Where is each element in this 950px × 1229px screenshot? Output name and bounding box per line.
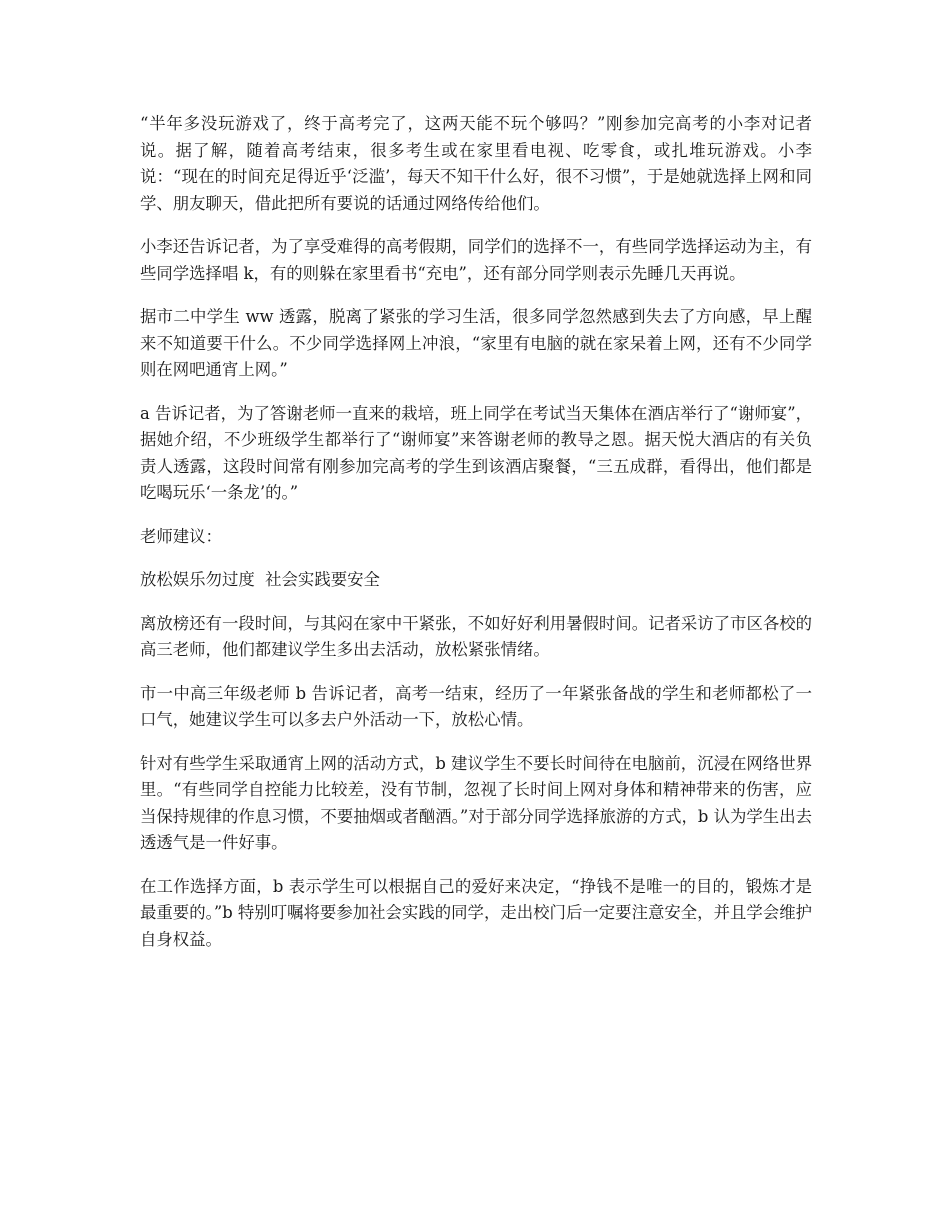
paragraph-5: 离放榜还有一段时间，与其闷在家中干紧张，不如好好利用暑假时间。记者采访了市区各校的高三老师，他们都建议学生多出去活动，放松紧张情绪。	[140, 613, 813, 659]
paragraph-1: “半年多没玩游戏了，终于高考完了，这两天能不玩个够吗？”刚参加完高考的小李对记者说。据了解，随着高考结束，很多考生或在家里看电视、吃零食，或扎堆玩游戏。小李说：“现在的时间充足得近乎‘泛滥’，每天不知干什么好，很不习惯”，于是她就选择上网和同学、朋友聊天，借此把所有要说的话通过网络传给他们。	[140, 114, 812, 213]
paragraph-4: a 告诉记者，为了答谢老师一直来的栽培，班上同学在考试当天集体在酒店举行了“谢师宴”，据她介绍，不少班级学生都举行了“谢师宴”来答谢老师的教导之恩。据天悦大酒店的有关负责人透露，这段时间常有刚参加完高考的学生到该酒店聚餐，“三五成群，看得出，他们都是吃喝玩乐‘一条龙’的。”	[140, 403, 812, 502]
paragraph-3: 据市二中学生 ww 透露，脱离了紧张的学习生活，很多同学忽然感到失去了方向感，早上醒来不知道要干什么。不少同学选择网上冲浪，“家里有电脑的就在家呆着上网，还有不少同学则在网吧通宵上网。”	[140, 307, 812, 379]
section-subheading: 放松娱乐勿过度 社会实践要安全	[140, 570, 380, 589]
paragraph-2: 小李还告诉记者，为了享受难得的高考假期，同学们的选择不一，有些同学选择运动为主，有些同学选择唱 k，有的则躲在家里看书“充电”，还有部分同学则表示先睡几天再说。	[140, 237, 813, 283]
paragraph-6: 市一中高三年级老师 b 告诉记者，高考一结束，经历了一年紧张备战的学生和老师都松了一口气，她建议学生可以多去户外活动一下，放松心情。	[140, 683, 812, 729]
paragraph-7: 针对有些学生采取通宵上网的活动方式，b 建议学生不要长时间待在电脑前，沉浸在网络世界里。“有些同学自控能力比较差，没有节制，忽视了长时间上网对身体和精神带来的伤害，应当保持规律的作息习惯，不要抽烟或者酗酒。”对于部分同学选择旅游的方式，b 认为学生出去透透气是一件好事。	[140, 753, 812, 852]
article-body	[140, 111, 812, 970]
paragraph-8: 在工作选择方面，b 表示学生可以根据自己的爱好来决定，“挣钱不是唯一的目的，锻炼才是最重要的。”b 特别叮嘱将要参加社会实践的同学，走出校门后一定要注意安全，并且学会维护自身权益。	[140, 876, 812, 949]
section-heading-teacher-advice: 老师建议：	[140, 526, 222, 546]
